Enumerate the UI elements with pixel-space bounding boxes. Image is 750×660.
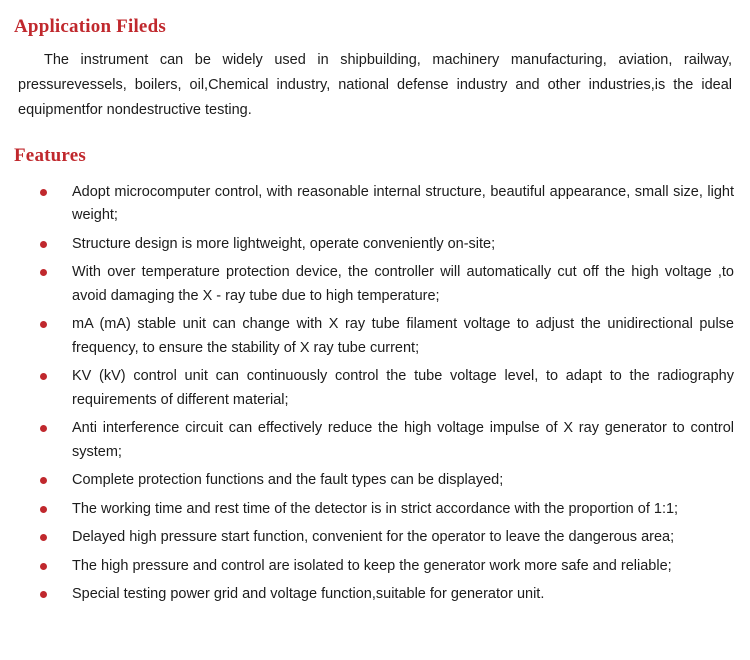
list-item [28,417,734,464]
list-item [28,583,734,606]
list-item [28,526,734,549]
bullet-icon [40,189,47,196]
feature-text: mA (mA) stable unit can change with X ray tube filament voltage to adjust the unidirectional pulse frequency, to ensure the stability of X ray tube current; [72,316,734,356]
bullet-icon [40,425,47,432]
list-item [28,555,734,578]
bullet-icon [40,269,47,276]
list-item [28,181,734,228]
feature-text: The working time and rest time of the detector is in strict accordance with the proportion of 1:1; [72,500,679,517]
feature-text: Adopt microcomputer control, with reasonable internal structure, beautiful appearance, small size, light weight; [72,183,734,224]
list-item [28,365,734,412]
list-item [28,261,734,308]
features-list [14,181,736,607]
list-item [28,233,734,256]
feature-text: The high pressure and control are isolated to keep the generator work more safe and reliable; [72,557,672,574]
application-fields-heading: Application Fileds [14,16,166,37]
list-item [28,498,734,521]
feature-text: With over temperature protection device, the controller will automatically cut off the high voltage ,to avoid damaging the X - ray tube due to high temperature; [72,264,734,304]
bullet-icon [40,321,47,328]
feature-text: Special testing power grid and voltage function,suitable for generator unit. [72,586,545,603]
list-item [28,313,734,360]
bullet-icon [40,373,47,380]
feature-text: Delayed high pressure start function, convenient for the operator to leave the dangerous area; [72,529,675,546]
feature-text: Anti interference circuit can effectively reduce the high voltage impulse of X ray generator to control system; [72,420,734,460]
bullet-icon [40,534,47,541]
feature-text: KV (kV) control unit can continuously control the tube voltage level, to adapt to the radiography requirements of different material; [72,368,734,408]
features-heading: Features [14,144,86,166]
application-fields-paragraph: The instrument can be widely used in shipbuilding, machinery manufacturing, aviation, railway, pressurevessels, boilers, oil,Chemical industry, national defense industry and other industries,is the ideal equipmentfor nondestructive testing. [18,52,732,118]
bullet-icon [40,591,47,598]
bullet-icon [40,563,47,570]
feature-text: Complete protection functions and the fault types can be displayed; [72,472,504,489]
bullet-icon [40,241,47,248]
bullet-icon [40,506,47,513]
list-item [28,469,734,492]
feature-text: Structure design is more lightweight, operate conveniently on-site; [72,235,496,252]
bullet-icon [40,477,47,484]
